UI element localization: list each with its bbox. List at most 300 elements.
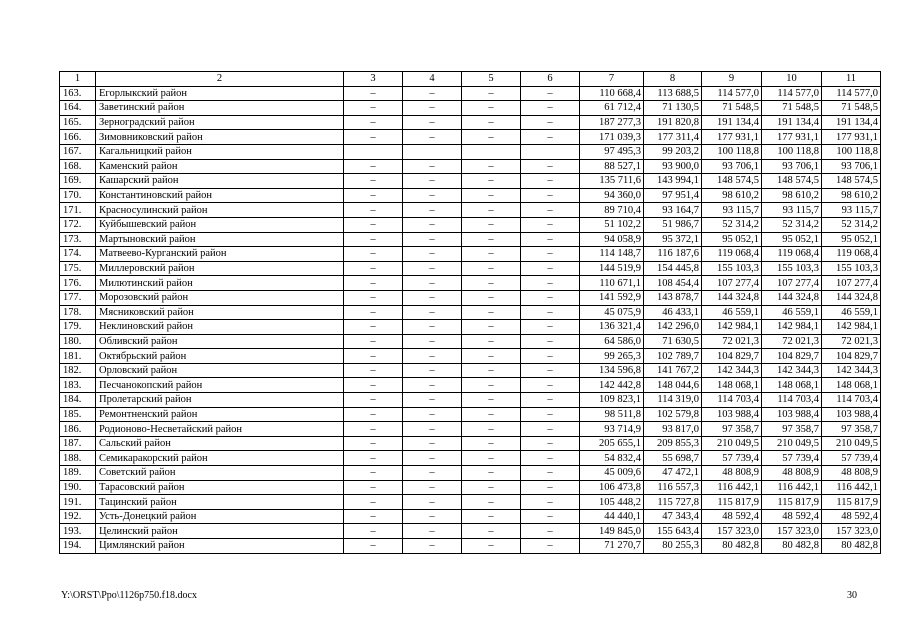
district-name-cell: Мартыновский район xyxy=(96,232,344,247)
row-number-cell: 186. xyxy=(60,422,96,437)
col-8-cell: 93 900,0 xyxy=(644,159,702,174)
row-number-cell: 190. xyxy=(60,480,96,495)
col-9-cell: 72 021,3 xyxy=(702,334,762,349)
col-10-cell: 119 068,4 xyxy=(762,247,822,262)
col-11-cell: 148 068,1 xyxy=(822,378,881,393)
col-4-cell: – xyxy=(403,436,462,451)
col-11-cell: 114 577,0 xyxy=(822,86,881,101)
col-5-cell: – xyxy=(462,101,521,116)
col-11-cell: 116 442,1 xyxy=(822,480,881,495)
col-9-cell: 95 052,1 xyxy=(702,232,762,247)
col-5-cell: – xyxy=(462,174,521,189)
col-5-cell: – xyxy=(462,393,521,408)
row-number-cell: 182. xyxy=(60,363,96,378)
col-4-cell: – xyxy=(403,363,462,378)
col-10-cell: 57 739,4 xyxy=(762,451,822,466)
col-9-cell: 210 049,5 xyxy=(702,436,762,451)
col-3-cell: – xyxy=(344,159,403,174)
col-4-cell: – xyxy=(403,480,462,495)
table-row xyxy=(60,407,881,422)
col-10-cell: 191 134,4 xyxy=(762,115,822,130)
col-7-cell: 99 265,3 xyxy=(580,349,644,364)
col-9-cell: 48 808,9 xyxy=(702,466,762,481)
col-3-cell: – xyxy=(344,451,403,466)
col-8-cell: 71 630,5 xyxy=(644,334,702,349)
district-name-cell: Тарасовский район xyxy=(96,480,344,495)
col-3-cell: – xyxy=(344,436,403,451)
header-cell: 6 xyxy=(521,72,580,87)
col-6-cell: – xyxy=(521,203,580,218)
col-9-cell: 46 559,1 xyxy=(702,305,762,320)
col-8-cell: 115 727,8 xyxy=(644,495,702,510)
col-8-cell: 47 472,1 xyxy=(644,466,702,481)
col-5-cell: – xyxy=(462,305,521,320)
table-row xyxy=(60,232,881,247)
col-7-cell: 114 148,7 xyxy=(580,247,644,262)
col-4-cell xyxy=(403,144,462,159)
col-8-cell: 71 130,5 xyxy=(644,101,702,116)
col-7-cell: 45 075,9 xyxy=(580,305,644,320)
table-row xyxy=(60,495,881,510)
col-11-cell: 80 482,8 xyxy=(822,539,881,554)
col-7-cell: 141 592,9 xyxy=(580,290,644,305)
col-4-cell: – xyxy=(403,276,462,291)
district-name-cell: Родионово-Несветайский район xyxy=(96,422,344,437)
col-3-cell: – xyxy=(344,334,403,349)
col-6-cell: – xyxy=(521,217,580,232)
col-8-cell: 47 343,4 xyxy=(644,509,702,524)
col-9-cell: 57 739,4 xyxy=(702,451,762,466)
col-10-cell: 103 988,4 xyxy=(762,407,822,422)
col-11-cell: 93 115,7 xyxy=(822,203,881,218)
row-number-cell: 166. xyxy=(60,130,96,145)
col-8-cell: 93 817,0 xyxy=(644,422,702,437)
col-11-cell: 114 703,4 xyxy=(822,393,881,408)
col-6-cell: – xyxy=(521,334,580,349)
col-11-cell: 210 049,5 xyxy=(822,436,881,451)
page-number: 30 xyxy=(847,590,857,601)
col-10-cell: 155 103,3 xyxy=(762,261,822,276)
col-5-cell xyxy=(462,144,521,159)
col-7-cell: 135 711,6 xyxy=(580,174,644,189)
col-10-cell: 98 610,2 xyxy=(762,188,822,203)
col-10-cell: 144 324,8 xyxy=(762,290,822,305)
col-7-cell: 136 321,4 xyxy=(580,320,644,335)
budget-table xyxy=(59,71,881,554)
col-4-cell: – xyxy=(403,203,462,218)
table-row xyxy=(60,203,881,218)
col-3-cell: – xyxy=(344,247,403,262)
col-6-cell: – xyxy=(521,378,580,393)
col-6-cell: – xyxy=(521,276,580,291)
col-9-cell: 100 118,8 xyxy=(702,144,762,159)
header-cell: 11 xyxy=(822,72,881,87)
district-name-cell: Миллеровский район xyxy=(96,261,344,276)
col-8-cell: 93 164,7 xyxy=(644,203,702,218)
table-row xyxy=(60,363,881,378)
col-4-cell: – xyxy=(403,320,462,335)
col-9-cell: 148 574,5 xyxy=(702,174,762,189)
col-4-cell: – xyxy=(403,509,462,524)
col-6-cell: – xyxy=(521,115,580,130)
col-7-cell: 45 009,6 xyxy=(580,466,644,481)
col-6-cell: – xyxy=(521,86,580,101)
col-9-cell: 48 592,4 xyxy=(702,509,762,524)
col-6-cell: – xyxy=(521,232,580,247)
col-6-cell: – xyxy=(521,363,580,378)
col-11-cell: 142 984,1 xyxy=(822,320,881,335)
col-5-cell: – xyxy=(462,436,521,451)
col-6-cell: – xyxy=(521,495,580,510)
col-4-cell: – xyxy=(403,305,462,320)
col-5-cell: – xyxy=(462,524,521,539)
header-cell: 7 xyxy=(580,72,644,87)
col-6-cell: – xyxy=(521,539,580,554)
col-7-cell: 171 039,3 xyxy=(580,130,644,145)
col-10-cell: 157 323,0 xyxy=(762,524,822,539)
col-10-cell: 72 021,3 xyxy=(762,334,822,349)
col-5-cell: – xyxy=(462,422,521,437)
district-name-cell: Милютинский район xyxy=(96,276,344,291)
col-11-cell: 119 068,4 xyxy=(822,247,881,262)
col-7-cell: 44 440,1 xyxy=(580,509,644,524)
col-8-cell: 51 986,7 xyxy=(644,217,702,232)
col-8-cell: 143 994,1 xyxy=(644,174,702,189)
row-number-cell: 178. xyxy=(60,305,96,320)
table-row xyxy=(60,188,881,203)
col-7-cell: 144 519,9 xyxy=(580,261,644,276)
district-name-cell: Зерноградский район xyxy=(96,115,344,130)
col-11-cell: 103 988,4 xyxy=(822,407,881,422)
col-4-cell: – xyxy=(403,422,462,437)
col-11-cell: 148 574,5 xyxy=(822,174,881,189)
col-7-cell: 94 058,9 xyxy=(580,232,644,247)
col-8-cell: 114 319,0 xyxy=(644,393,702,408)
col-5-cell: – xyxy=(462,407,521,422)
col-11-cell: 115 817,9 xyxy=(822,495,881,510)
col-6-cell: – xyxy=(521,130,580,145)
col-10-cell: 142 984,1 xyxy=(762,320,822,335)
table-row xyxy=(60,174,881,189)
table-row xyxy=(60,509,881,524)
col-3-cell: – xyxy=(344,422,403,437)
col-6-cell: – xyxy=(521,261,580,276)
table-row xyxy=(60,144,881,159)
row-number-cell: 167. xyxy=(60,144,96,159)
table-row xyxy=(60,130,881,145)
col-10-cell: 114 703,4 xyxy=(762,393,822,408)
col-10-cell: 46 559,1 xyxy=(762,305,822,320)
col-9-cell: 80 482,8 xyxy=(702,539,762,554)
row-number-cell: 173. xyxy=(60,232,96,247)
row-number-cell: 184. xyxy=(60,393,96,408)
table-row xyxy=(60,422,881,437)
col-7-cell: 134 596,8 xyxy=(580,363,644,378)
table-row xyxy=(60,86,881,101)
col-3-cell: – xyxy=(344,363,403,378)
col-4-cell: – xyxy=(403,188,462,203)
table-row xyxy=(60,290,881,305)
col-4-cell: – xyxy=(403,101,462,116)
col-3-cell: – xyxy=(344,130,403,145)
district-name-cell: Советский район xyxy=(96,466,344,481)
col-3-cell: – xyxy=(344,188,403,203)
col-5-cell: – xyxy=(462,290,521,305)
table-row xyxy=(60,276,881,291)
row-number-cell: 183. xyxy=(60,378,96,393)
col-5-cell: – xyxy=(462,276,521,291)
district-name-cell: Каменский район xyxy=(96,159,344,174)
header-cell: 2 xyxy=(96,72,344,87)
col-3-cell: – xyxy=(344,539,403,554)
col-7-cell: 93 714,9 xyxy=(580,422,644,437)
col-9-cell: 71 548,5 xyxy=(702,101,762,116)
col-8-cell: 142 296,0 xyxy=(644,320,702,335)
col-10-cell: 95 052,1 xyxy=(762,232,822,247)
col-11-cell: 142 344,3 xyxy=(822,363,881,378)
row-number-cell: 194. xyxy=(60,539,96,554)
col-9-cell: 191 134,4 xyxy=(702,115,762,130)
col-9-cell: 52 314,2 xyxy=(702,217,762,232)
col-3-cell: – xyxy=(344,305,403,320)
table-row xyxy=(60,247,881,262)
col-10-cell: 210 049,5 xyxy=(762,436,822,451)
col-4-cell: – xyxy=(403,232,462,247)
district-name-cell: Заветинский район xyxy=(96,101,344,116)
col-6-cell: – xyxy=(521,349,580,364)
row-number-cell: 175. xyxy=(60,261,96,276)
col-4-cell: – xyxy=(403,261,462,276)
table-row xyxy=(60,159,881,174)
col-10-cell: 100 118,8 xyxy=(762,144,822,159)
col-8-cell: 155 643,4 xyxy=(644,524,702,539)
col-3-cell: – xyxy=(344,480,403,495)
col-10-cell: 148 068,1 xyxy=(762,378,822,393)
col-6-cell: – xyxy=(521,451,580,466)
col-6-cell: – xyxy=(521,407,580,422)
col-9-cell: 148 068,1 xyxy=(702,378,762,393)
col-3-cell: – xyxy=(344,232,403,247)
col-5-cell: – xyxy=(462,115,521,130)
col-11-cell: 177 931,1 xyxy=(822,130,881,145)
row-number-cell: 177. xyxy=(60,290,96,305)
col-8-cell: 154 445,8 xyxy=(644,261,702,276)
row-number-cell: 180. xyxy=(60,334,96,349)
col-6-cell: – xyxy=(521,422,580,437)
col-5-cell: – xyxy=(462,378,521,393)
district-name-cell: Ремонтненский район xyxy=(96,407,344,422)
col-5-cell: – xyxy=(462,203,521,218)
col-5-cell: – xyxy=(462,320,521,335)
col-5-cell: – xyxy=(462,247,521,262)
col-7-cell: 105 448,2 xyxy=(580,495,644,510)
header-cell: 5 xyxy=(462,72,521,87)
col-9-cell: 119 068,4 xyxy=(702,247,762,262)
table-row xyxy=(60,320,881,335)
col-11-cell: 95 052,1 xyxy=(822,232,881,247)
row-number-cell: 171. xyxy=(60,203,96,218)
header-cell: 10 xyxy=(762,72,822,87)
district-name-cell: Песчанокопский район xyxy=(96,378,344,393)
col-11-cell: 157 323,0 xyxy=(822,524,881,539)
col-6-cell xyxy=(521,144,580,159)
col-6-cell: – xyxy=(521,188,580,203)
header-cell: 4 xyxy=(403,72,462,87)
col-8-cell: 97 951,4 xyxy=(644,188,702,203)
col-8-cell: 116 187,6 xyxy=(644,247,702,262)
district-name-cell: Кагальницкий район xyxy=(96,144,344,159)
district-name-cell: Усть-Донецкий район xyxy=(96,509,344,524)
col-3-cell: – xyxy=(344,290,403,305)
col-4-cell: – xyxy=(403,290,462,305)
col-3-cell: – xyxy=(344,86,403,101)
col-7-cell: 61 712,4 xyxy=(580,101,644,116)
col-3-cell: – xyxy=(344,320,403,335)
col-6-cell: – xyxy=(521,305,580,320)
col-9-cell: 142 344,3 xyxy=(702,363,762,378)
col-9-cell: 177 931,1 xyxy=(702,130,762,145)
col-3-cell: – xyxy=(344,203,403,218)
col-6-cell: – xyxy=(521,247,580,262)
col-9-cell: 115 817,9 xyxy=(702,495,762,510)
table-row xyxy=(60,378,881,393)
col-11-cell: 46 559,1 xyxy=(822,305,881,320)
col-9-cell: 98 610,2 xyxy=(702,188,762,203)
table-row xyxy=(60,466,881,481)
col-5-cell: – xyxy=(462,334,521,349)
col-8-cell: 143 878,7 xyxy=(644,290,702,305)
col-8-cell: 95 372,1 xyxy=(644,232,702,247)
col-10-cell: 107 277,4 xyxy=(762,276,822,291)
table-row xyxy=(60,217,881,232)
col-9-cell: 104 829,7 xyxy=(702,349,762,364)
col-11-cell: 48 808,9 xyxy=(822,466,881,481)
col-10-cell: 48 592,4 xyxy=(762,509,822,524)
district-name-cell: Морозовский район xyxy=(96,290,344,305)
row-number-cell: 189. xyxy=(60,466,96,481)
col-5-cell: – xyxy=(462,451,521,466)
district-name-cell: Красносулинский район xyxy=(96,203,344,218)
col-6-cell: – xyxy=(521,320,580,335)
col-10-cell: 114 577,0 xyxy=(762,86,822,101)
col-10-cell: 93 706,1 xyxy=(762,159,822,174)
col-6-cell: – xyxy=(521,174,580,189)
col-10-cell: 71 548,5 xyxy=(762,101,822,116)
col-11-cell: 144 324,8 xyxy=(822,290,881,305)
col-7-cell: 64 586,0 xyxy=(580,334,644,349)
district-name-cell: Семикаракорский район xyxy=(96,451,344,466)
row-number-cell: 170. xyxy=(60,188,96,203)
col-3-cell: – xyxy=(344,509,403,524)
col-5-cell: – xyxy=(462,232,521,247)
col-8-cell: 116 557,3 xyxy=(644,480,702,495)
col-3-cell: – xyxy=(344,174,403,189)
district-name-cell: Мясниковский район xyxy=(96,305,344,320)
col-5-cell: – xyxy=(462,509,521,524)
row-number-cell: 165. xyxy=(60,115,96,130)
col-7-cell: 54 832,4 xyxy=(580,451,644,466)
table-row xyxy=(60,349,881,364)
col-7-cell: 71 270,7 xyxy=(580,539,644,554)
table-row xyxy=(60,115,881,130)
col-7-cell: 142 442,8 xyxy=(580,378,644,393)
col-8-cell: 108 454,4 xyxy=(644,276,702,291)
col-3-cell: – xyxy=(344,115,403,130)
table-row xyxy=(60,480,881,495)
col-3-cell: – xyxy=(344,407,403,422)
col-6-cell: – xyxy=(521,509,580,524)
col-11-cell: 100 118,8 xyxy=(822,144,881,159)
col-8-cell: 102 579,8 xyxy=(644,407,702,422)
col-7-cell: 97 495,3 xyxy=(580,144,644,159)
col-8-cell: 46 433,1 xyxy=(644,305,702,320)
col-4-cell: – xyxy=(403,539,462,554)
col-8-cell: 177 311,4 xyxy=(644,130,702,145)
col-5-cell: – xyxy=(462,480,521,495)
col-5-cell: – xyxy=(462,495,521,510)
col-9-cell: 93 706,1 xyxy=(702,159,762,174)
col-11-cell: 155 103,3 xyxy=(822,261,881,276)
col-5-cell: – xyxy=(462,217,521,232)
col-6-cell: – xyxy=(521,159,580,174)
col-5-cell: – xyxy=(462,363,521,378)
col-5-cell: – xyxy=(462,159,521,174)
col-6-cell: – xyxy=(521,480,580,495)
table-row xyxy=(60,334,881,349)
col-7-cell: 187 277,3 xyxy=(580,115,644,130)
row-number-cell: 191. xyxy=(60,495,96,510)
col-10-cell: 48 808,9 xyxy=(762,466,822,481)
district-name-cell: Целинский район xyxy=(96,524,344,539)
col-4-cell: – xyxy=(403,174,462,189)
row-number-cell: 172. xyxy=(60,217,96,232)
col-10-cell: 115 817,9 xyxy=(762,495,822,510)
district-name-cell: Матвеево-Курганский район xyxy=(96,247,344,262)
col-11-cell: 98 610,2 xyxy=(822,188,881,203)
district-name-cell: Обливский район xyxy=(96,334,344,349)
col-9-cell: 97 358,7 xyxy=(702,422,762,437)
table-row xyxy=(60,393,881,408)
district-name-cell: Куйбышевский район xyxy=(96,217,344,232)
col-4-cell: – xyxy=(403,495,462,510)
col-11-cell: 52 314,2 xyxy=(822,217,881,232)
col-7-cell: 98 511,8 xyxy=(580,407,644,422)
col-7-cell: 110 668,4 xyxy=(580,86,644,101)
col-6-cell: – xyxy=(521,466,580,481)
col-11-cell: 191 134,4 xyxy=(822,115,881,130)
table-row xyxy=(60,539,881,554)
col-6-cell: – xyxy=(521,101,580,116)
col-9-cell: 107 277,4 xyxy=(702,276,762,291)
district-name-cell: Орловский район xyxy=(96,363,344,378)
col-5-cell: – xyxy=(462,130,521,145)
col-3-cell: – xyxy=(344,276,403,291)
row-number-cell: 168. xyxy=(60,159,96,174)
col-4-cell: – xyxy=(403,407,462,422)
col-8-cell: 209 855,3 xyxy=(644,436,702,451)
col-5-cell: – xyxy=(462,539,521,554)
row-number-cell: 192. xyxy=(60,509,96,524)
row-number-cell: 181. xyxy=(60,349,96,364)
col-7-cell: 109 823,1 xyxy=(580,393,644,408)
table-row xyxy=(60,305,881,320)
col-4-cell: – xyxy=(403,130,462,145)
row-number-cell: 163. xyxy=(60,86,96,101)
col-6-cell: – xyxy=(521,290,580,305)
col-9-cell: 116 442,1 xyxy=(702,480,762,495)
row-number-cell: 176. xyxy=(60,276,96,291)
col-8-cell: 55 698,7 xyxy=(644,451,702,466)
